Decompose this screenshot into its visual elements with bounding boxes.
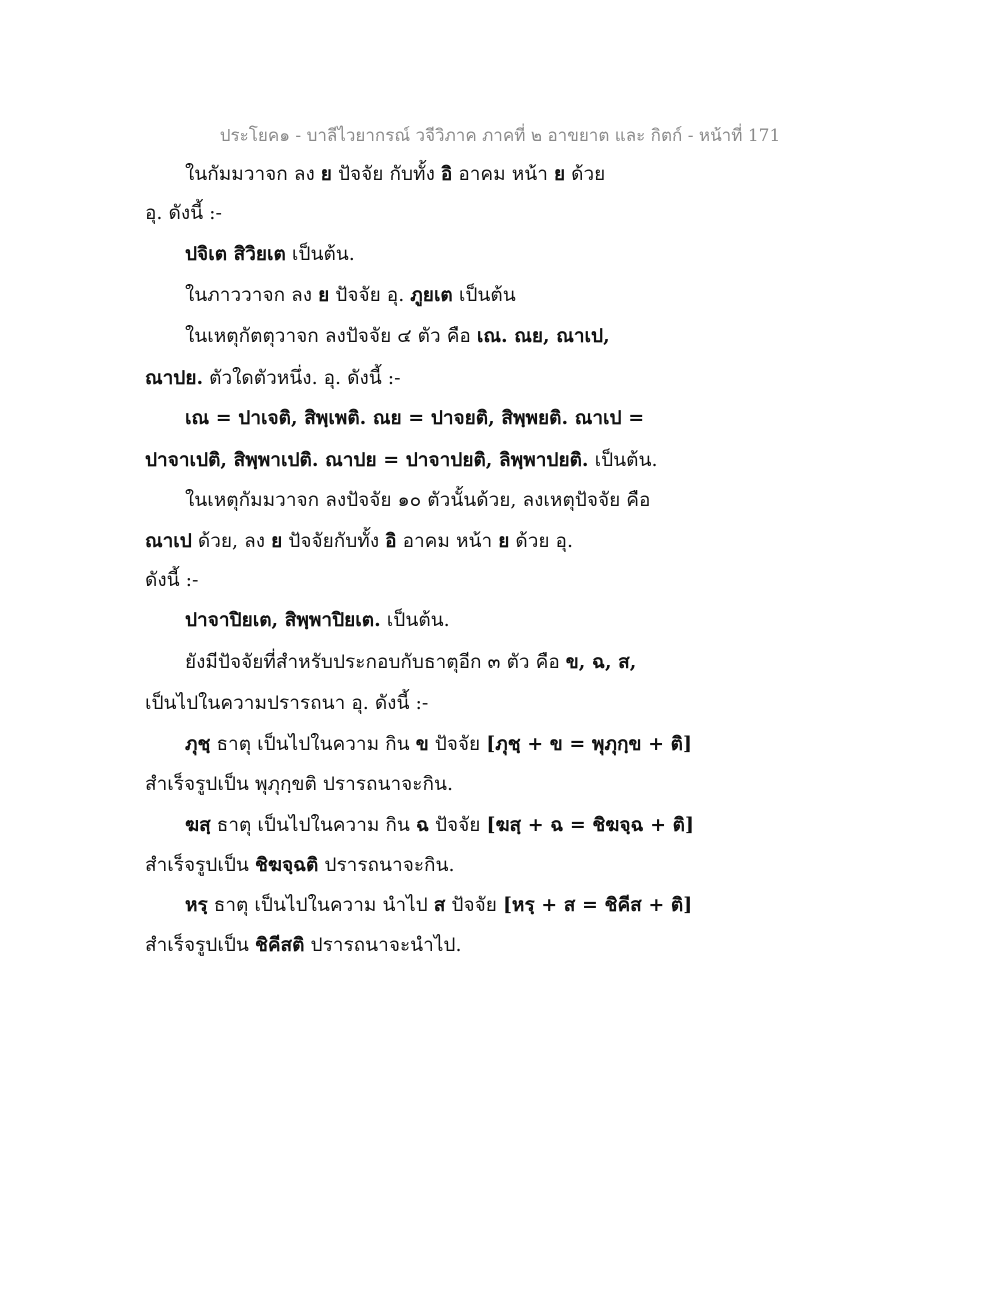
text-segment: อาคม หน้า — [452, 163, 554, 185]
text-segment: ด้วย, ลง — [191, 530, 272, 552]
text-segment: ธาตุ เป็นไปในความ นำไป — [207, 894, 434, 916]
text-line — [185, 891, 692, 919]
bold-text: ฆสฺ — [185, 814, 211, 836]
text-segment: ในภาววาจก ลง — [185, 284, 319, 306]
bold-text: ภูยเต — [410, 284, 453, 306]
bold-text: ข — [415, 733, 429, 755]
text-segment: ปัจจัย กับทั้ง — [331, 163, 441, 185]
bold-text: ณาปย. — [145, 367, 204, 389]
text-line — [145, 199, 222, 227]
bold-text: ย — [271, 530, 283, 552]
text-segment: ในเหตุกัมมวาจก ลงปัจจัย ๑๐ ตัวนั้นด้วย, ลงเหตุปัจจัย คือ — [185, 489, 651, 511]
text-segment: ปัจจัย — [428, 814, 487, 836]
bold-text: เณ. ณย, ณาเป, — [476, 325, 610, 347]
text-line — [185, 404, 644, 432]
bold-text: ชิฆจฺฉติ — [254, 854, 319, 876]
text-line — [185, 160, 605, 188]
bold-text: ย — [320, 163, 332, 185]
text-segment: ปัจจัยกับทั้ง — [282, 530, 386, 552]
text-line — [185, 281, 516, 309]
text-segment: อาคม หน้า — [396, 530, 499, 552]
text-line — [145, 851, 455, 879]
text-segment: ด้วย อุ. — [509, 530, 573, 552]
text-line — [145, 770, 453, 798]
text-line — [185, 648, 636, 676]
text-segment: ปัจจัย อุ. — [329, 284, 411, 306]
bold-text: [ฆสฺ + ฉ = ชิฆจฺฉ + ติ] — [486, 814, 694, 836]
text-line — [185, 730, 692, 758]
text-line — [185, 240, 355, 268]
text-segment: ด้วย — [565, 163, 606, 185]
bold-text: [หรฺ + ส = ชิคีส + ติ] — [502, 894, 693, 916]
text-line — [145, 689, 428, 717]
bold-text: ปาจาเปติ, สิพฺพาเปติ. ณาปย = ปาจาปยติ, ลิพฺพาปยติ. — [145, 449, 589, 471]
text-line — [145, 364, 401, 392]
bold-text: ย — [553, 163, 566, 185]
text-line — [145, 527, 573, 555]
bold-text: อิ — [440, 163, 453, 185]
bold-text: ปาจาปิยเต, สิพฺพาปิยเต. — [185, 609, 381, 631]
text-line — [185, 322, 610, 350]
bold-text: เณ = ปาเจติ, สิพฺเพติ. ณย = ปาจยติ, สิพฺพยติ. ณาเป = — [185, 407, 645, 429]
bold-text: หรฺ — [185, 894, 208, 916]
text-segment: เป็นต้น. — [588, 449, 658, 471]
bold-text: ย — [318, 284, 330, 306]
text-segment: ตัวใดตัวหนึ่ง. อุ. ดังนี้ :- — [203, 367, 401, 389]
text-line — [185, 811, 694, 839]
bold-text: อิ — [385, 530, 397, 552]
text-line — [185, 606, 450, 634]
bold-text: [ภุชฺ + ข = พุภุกฺข + ติ] — [486, 733, 692, 755]
text-segment: ปรารถนาจะนำไป. — [304, 934, 462, 956]
bold-text: ปจิเต สิวิยเต — [185, 243, 286, 265]
text-segment: ปรารถนาจะกิน. — [318, 854, 455, 876]
page-header: ประโยค๑ - บาลีไวยากรณ์ วจีวิภาค ภาคที่ ๒ อาขยาต และ กิตก์ - หน้าที่ 171 — [219, 126, 781, 146]
text-segment: อุ. ดังนี้ :- — [145, 202, 222, 224]
text-line — [145, 446, 657, 474]
text-segment: สำเร็จรูปเป็น พุภุกฺขติ ปรารถนาจะกิน. — [145, 773, 454, 795]
text-segment: เป็นไปในความปรารถนา อุ. ดังนี้ :- — [145, 692, 429, 714]
text-segment: เป็นต้น. — [285, 243, 355, 265]
bold-text: ข, ฉ, ส, — [565, 651, 637, 673]
bold-text: ชิคีสติ — [254, 934, 305, 956]
text-segment: ดังนี้ :- — [145, 569, 199, 591]
text-line — [145, 566, 198, 594]
text-line — [145, 931, 462, 959]
text-segment: เป็นต้น — [452, 284, 516, 306]
text-segment: สำเร็จรูปเป็น — [145, 934, 255, 956]
bold-text: ย — [498, 530, 510, 552]
text-segment: ปัจจัย — [445, 894, 503, 916]
bold-text: ฉ — [415, 814, 429, 836]
text-segment: เป็นต้น. — [380, 609, 450, 631]
text-segment: ในกัมมวาจก ลง — [185, 163, 321, 185]
bold-text: ภุชฺ — [185, 733, 211, 755]
text-segment: ปัจจัย — [428, 733, 487, 755]
bold-text: ส — [433, 894, 446, 916]
text-segment: ในเหตุกัตตุวาจก ลงปัจจัย ๔ ตัว คือ — [185, 325, 477, 347]
text-line — [185, 486, 650, 514]
text-segment: ธาตุ เป็นไปในความ กิน — [210, 814, 416, 836]
text-segment: สำเร็จรูปเป็น — [145, 854, 255, 876]
text-segment: ธาตุ เป็นไปในความ กิน — [210, 733, 416, 755]
bold-text: ณาเป — [145, 530, 192, 552]
text-segment: ยังมีปัจจัยที่สำหรับประกอบกับธาตุอีก ๓ ตัว คือ — [185, 651, 566, 673]
